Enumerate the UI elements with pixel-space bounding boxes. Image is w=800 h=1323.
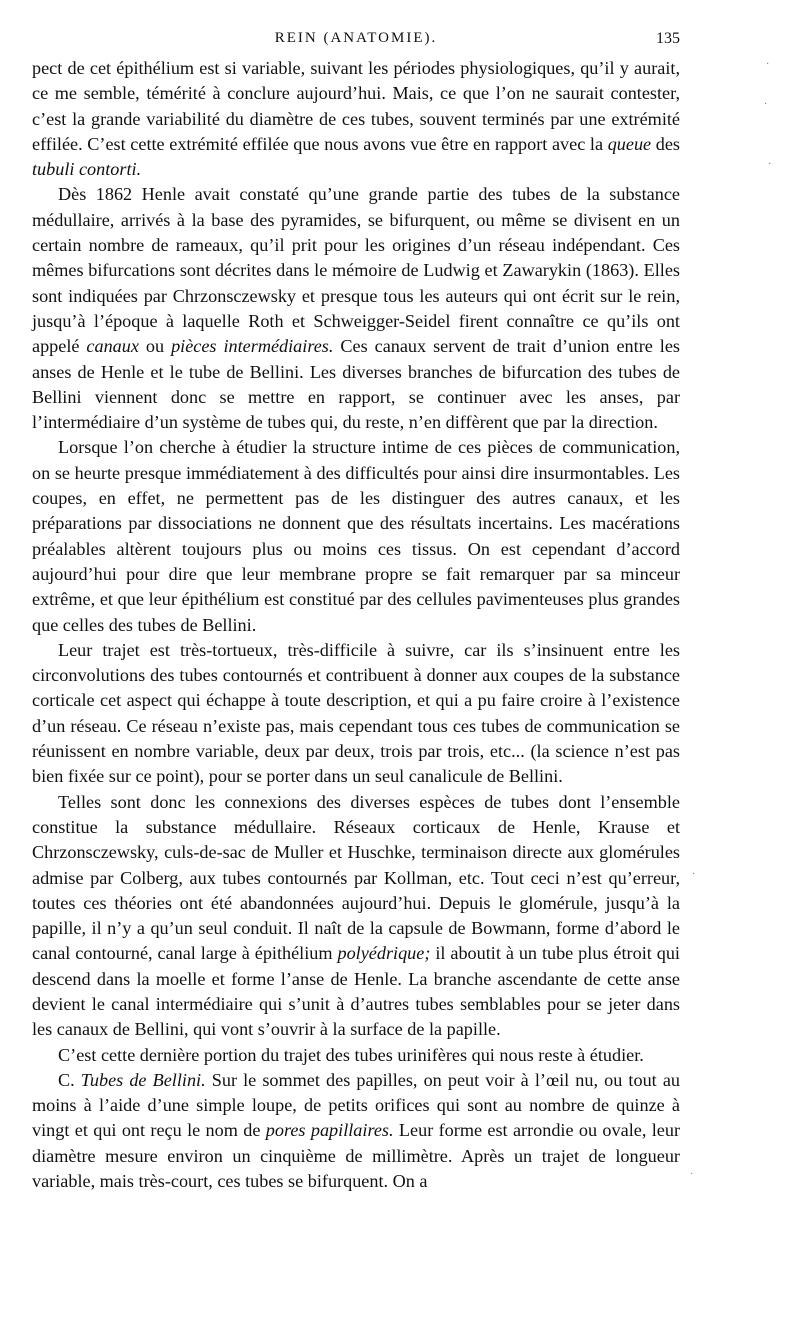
- text-segment: Sur le sommet des papilles, on peut voir à l’œil nu, ou tout au moins à l’aide d’une simple loupe, de petits orifices qui sont au nombre de quinze à vingt et qui ont reçu le nom de: [32, 1069, 680, 1141]
- paragraph-7: [32, 1068, 680, 1194]
- margin-speck: ·: [692, 869, 696, 880]
- margin-speck: ·: [766, 59, 770, 70]
- paragraph-2: [32, 182, 680, 435]
- paragraph-6: [32, 1043, 680, 1068]
- text-segment: Telles sont donc les connexions des diverses espèces de tubes dont l’ensemble constitue la substance médullaire. Réseaux corticaux de Henle, Krause et Chrzonsczewsky, culs-de-sac de Muller et Huschke, terminaison directe aux glomérules admise par Colberg, aux tubes contournés par Kollman, etc. Tout ceci n’est qu’erreur, toutes ces théories ont été abandonnées aujourd’hui. Depuis le glomérule, jusqu’à la papille, il n’y a qu’un seul conduit. Il naît de la capsule de Bowmann, forme d’abord le canal contourné, canal large à épithélium: [32, 791, 680, 964]
- section-marker: C.: [58, 1069, 81, 1090]
- margin-speck: ·: [764, 99, 768, 110]
- paragraph-5: [32, 790, 680, 1043]
- italic-term: queue: [607, 133, 652, 154]
- paragraph-3: [32, 435, 680, 637]
- margin-speck: ·: [690, 1169, 694, 1180]
- text-segment: des: [651, 133, 681, 154]
- text-segment: ou: [138, 336, 172, 357]
- italic-term: pièces intermédiaires.: [171, 336, 334, 357]
- paragraph-1: [32, 56, 680, 182]
- body-text: [32, 56, 680, 1194]
- text-segment: Leur trajet est très-tortueux, très-difficile à suivre, car ils s’insinuent entre les circonvolutions des tubes contournés et contribuent à donner aux coupes de la substance corticale cet aspect qui échappe à toute description, et qui a pu faire croire à l’existence d’un réseau. Ce réseau n’existe pas, mais cependant tous ces tubes de communication se réunissent en nombre variable, deux par deux, trois par trois, etc... (la science n’est pas bien fixée sur ce point), pour se porter dans un seul canalicule de Bellini.: [32, 639, 680, 787]
- page-number: 135: [656, 30, 680, 47]
- text-segment: Lorsque l’on cherche à étudier la structure intime de ces pièces de communication, on se heurte presque immédiatement à des difficultés pour ainsi dire insurmontables. Les coupes, en effet, ne permettent pas de les distinguer des autres canaux, et les préparations par dissociations ne donnent que des résultats incertains. Les macérations préalables altèrent toujours plus ou moins ces tissus. On est cependant d’accord aujourd’hui pour dire que leur membrane propre se fait remarquer par sa minceur extrême, et que leur épithélium est constitué par des cellules pavimenteuses plus grandes que celles des tubes de Bellini.: [32, 437, 680, 635]
- italic-term: polyédrique;: [337, 943, 431, 964]
- paragraph-4: [32, 638, 680, 790]
- text-segment: Dès 1862 Henle avait constaté qu’une grande partie des tubes de la substance médullaire, arrivés à la base des pyramides, se bifurquent, ou même se divisent en un certain nombre de rameaux, qu’il prit pour les origines d’un réseau indépendant. Ces mêmes bifurcations sont décrites dans le mémoire de Ludwig et Zawarykin (1863). Elles sont indiquées par Chrzonsczewsky et presque tous les auteurs qui ont écrit sur le rein, jusqu’à l’époque à laquelle Roth et Schweigger-Seidel firent connaître ce qu’ils ont appelé: [32, 184, 680, 357]
- running-title: REIN (ANATOMIE).: [274, 30, 438, 46]
- text-segment: Leur forme est arrondie ou ovale, leur diamètre mesure environ un cinquième de millimètre. Après un trajet de longueur variable, mais très-court, ces tubes se bifurquent. On a: [32, 1120, 681, 1192]
- italic-term: tubuli contorti.: [32, 159, 142, 180]
- text-segment: pect de cet épithélium est si variable, suivant les périodes physiologiques, qu’il y aurait, ce me semble, témérité à conclure aujourd’hui. Mais, ce que l’on ne saurait contester, c’est la grande variabilité du diamètre de ces tubes, souvent terminés par une extrémité effilée. C’est cette extrémité effilée que nous avons vue être en rapport avec la: [32, 58, 680, 154]
- running-head: [32, 30, 680, 52]
- text-segment: il aboutit à un tube plus étroit qui descend dans la moelle et forme l’anse de Henle. La branche ascendante de cette anse devient le canal intermédiaire qui s’unit à d’autres tubes semblables pour se jeter dans les canaux de Bellini, qui vont s’ouvrir à la surface de la papille.: [32, 943, 680, 1040]
- italic-term: canaux: [86, 336, 139, 357]
- text-segment: C’est cette dernière portion du trajet des tubes urinifères qui nous reste à étudier.: [58, 1044, 644, 1065]
- italic-term: pores papillaires.: [265, 1120, 394, 1141]
- margin-speck: ·: [768, 159, 772, 170]
- section-heading: Tubes de Bellini.: [80, 1069, 206, 1090]
- text-segment: Ces canaux servent de trait d’union entre les anses de Henle et le tube de Bellini. Les diverses branches de bifurcation des tubes de Bellini viennent donc se mettre en rapport, se continuer avec les anses, par l’intermédiaire d’un système de tubes qui, du reste, n’en diffèrent que par la direction.: [32, 336, 680, 433]
